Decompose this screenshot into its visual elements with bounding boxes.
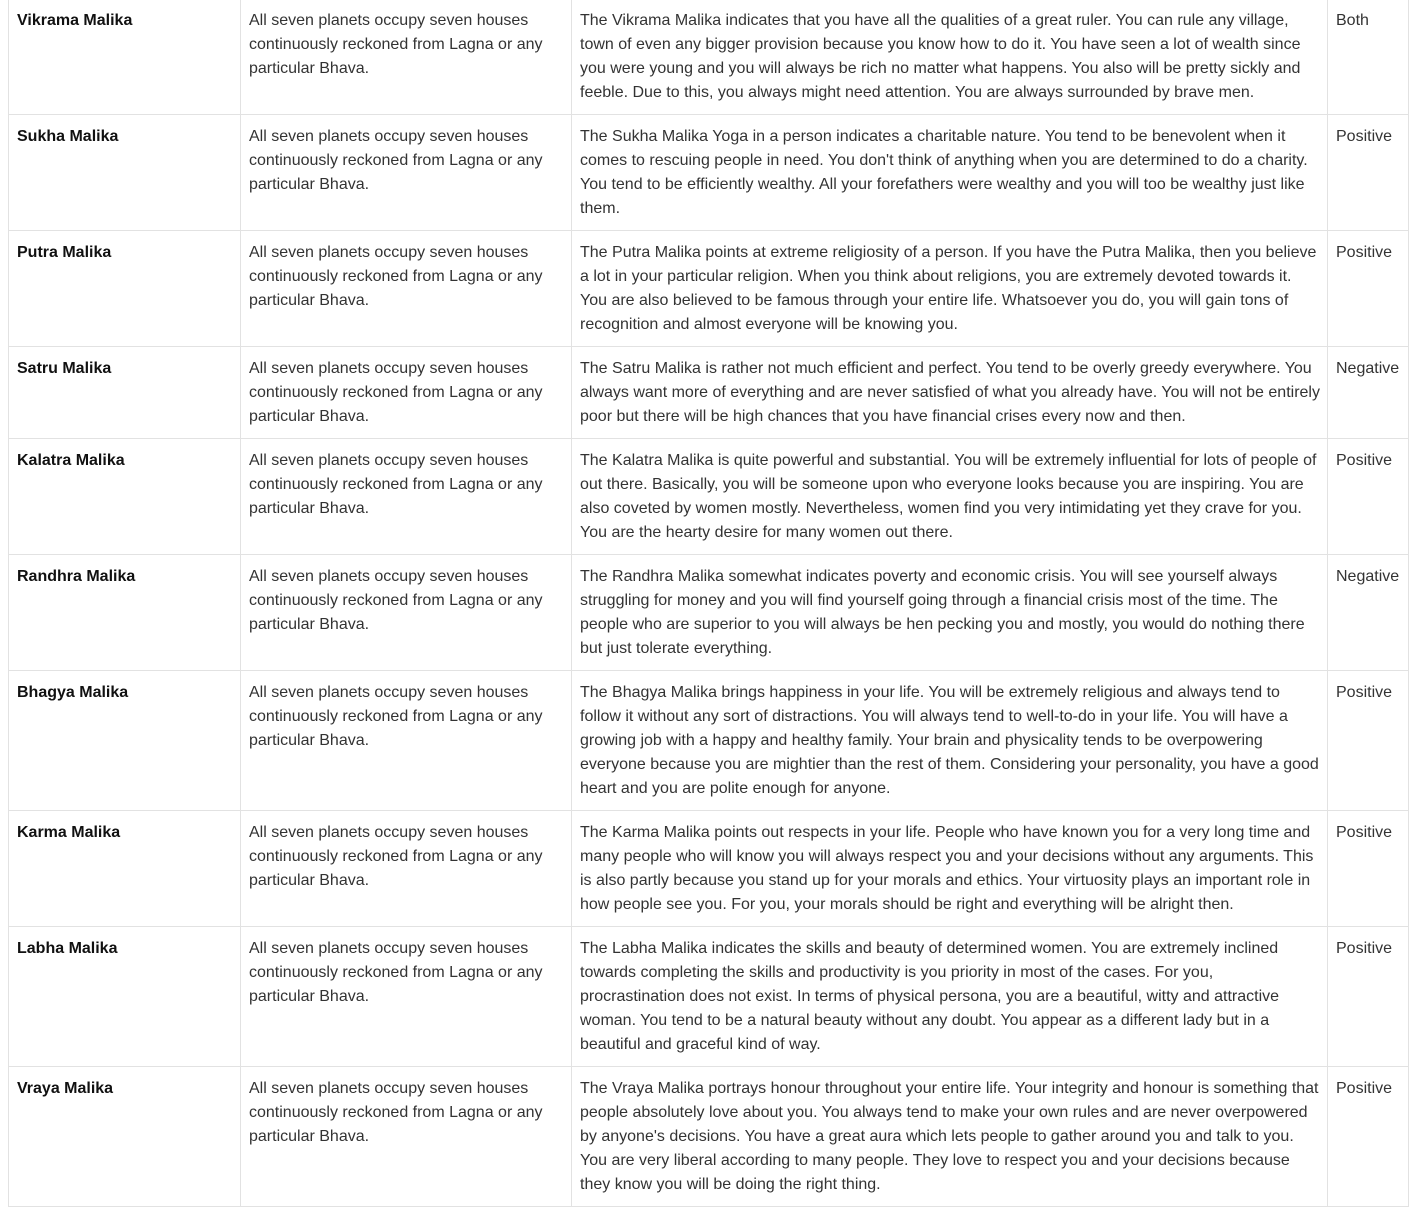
result-cell: The Putra Malika points at extreme religiosity of a person. If you have the Putra Malika, then you believe a lot in your particular religion. When you think about religions, you are extremely devoted towards it. You are also believed to be famous through your entire life. Whatsoever you do, you will gain tons of recognition and almost everyone will be knowing you.	[572, 231, 1328, 347]
result-cell: The Vraya Malika portrays honour throughout your entire life. Your integrity and honour is something that people absolutely love about you. You always tend to make your own rules and are never overpowered by anyone's decisions. You have a great aura which lets people to gather around you and talk to you. You are very liberal according to many people. They love to respect you and your decisions because they know you will be doing the right thing.	[572, 1067, 1328, 1207]
yoga-name-cell: Putra Malika	[9, 231, 241, 347]
nature-cell: Positive	[1328, 671, 1409, 811]
yoga-name-cell: Satru Malika	[9, 347, 241, 439]
yoga-name-cell: Labha Malika	[9, 927, 241, 1067]
table-row	[9, 555, 1409, 671]
yoga-name-cell: Bhagya Malika	[9, 671, 241, 811]
result-cell: The Bhagya Malika brings happiness in your life. You will be extremely religious and always tend to follow it without any sort of distractions. You will always tend to well-to-do in your life. You will have a growing job with a happy and healthy family. Your brain and physicality tends to be overpowering everyone because you are mightier than the rest of them. Considering your personality, you have a good heart and you are polite enough for anyone.	[572, 671, 1328, 811]
nature-cell: Positive	[1328, 115, 1409, 231]
result-cell: The Karma Malika points out respects in your life. People who have known you for a very long time and many people who will know you will always respect you and your decisions without any arguments. This is also partly because you stand up for your morals and ethics. Your virtuosity plays an important role in how people see you. For you, your morals should be right and everything will be alright then.	[572, 811, 1328, 927]
yoga-name-cell: Sukha Malika	[9, 115, 241, 231]
result-cell: The Vikrama Malika indicates that you have all the qualities of a great ruler. You can rule any village, town of even any bigger provision because you know how to do it. You have seen a lot of wealth since you were young and you will always be rich no matter what happens. You also will be pretty sickly and feeble. Due to this, you always might need attention. You are always surrounded by brave men.	[572, 0, 1328, 115]
nature-cell: Positive	[1328, 927, 1409, 1067]
malika-yoga-table	[8, 0, 1409, 1207]
condition-cell: All seven planets occupy seven houses continuously reckoned from Lagna or any particular Bhava.	[241, 555, 572, 671]
condition-cell: All seven planets occupy seven houses continuously reckoned from Lagna or any particular Bhava.	[241, 439, 572, 555]
condition-cell: All seven planets occupy seven houses continuously reckoned from Lagna or any particular Bhava.	[241, 347, 572, 439]
yoga-name-cell: Karma Malika	[9, 811, 241, 927]
condition-cell: All seven planets occupy seven houses continuously reckoned from Lagna or any particular Bhava.	[241, 671, 572, 811]
nature-cell: Positive	[1328, 811, 1409, 927]
table-row	[9, 0, 1409, 115]
nature-cell: Positive	[1328, 231, 1409, 347]
table-row	[9, 439, 1409, 555]
result-cell: The Satru Malika is rather not much efficient and perfect. You tend to be overly greedy everywhere. You always want more of everything and are never satisfied of what you already have. You will not be entirely poor but there will be high chances that you have financial crises every now and then.	[572, 347, 1328, 439]
yoga-name-cell: Randhra Malika	[9, 555, 241, 671]
nature-cell: Negative	[1328, 347, 1409, 439]
table-row	[9, 347, 1409, 439]
result-cell: The Labha Malika indicates the skills and beauty of determined women. You are extremely inclined towards completing the skills and productivity is you priority in most of the cases. For you, procrastination does not exist. In terms of physical persona, you are a beautiful, witty and attractive woman. You tend to be a natural beauty without any doubt. You appear as a different lady but in a beautiful and graceful kind of way.	[572, 927, 1328, 1067]
yoga-name-cell: Vikrama Malika	[9, 0, 241, 115]
nature-cell: Positive	[1328, 439, 1409, 555]
condition-cell: All seven planets occupy seven houses continuously reckoned from Lagna or any particular Bhava.	[241, 115, 572, 231]
nature-cell: Both	[1328, 0, 1409, 115]
condition-cell: All seven planets occupy seven houses continuously reckoned from Lagna or any particular Bhava.	[241, 811, 572, 927]
table-body	[9, 0, 1409, 1207]
table-row	[9, 115, 1409, 231]
condition-cell: All seven planets occupy seven houses continuously reckoned from Lagna or any particular Bhava.	[241, 1067, 572, 1207]
result-cell: The Sukha Malika Yoga in a person indicates a charitable nature. You tend to be benevolent when it comes to rescuing people in need. You don't think of anything when you are determined to do a charity. You tend to be efficiently wealthy. All your forefathers were wealthy and you will too be wealthy just like them.	[572, 115, 1328, 231]
condition-cell: All seven planets occupy seven houses continuously reckoned from Lagna or any particular Bhava.	[241, 927, 572, 1067]
table-row	[9, 231, 1409, 347]
table-row	[9, 671, 1409, 811]
table-row	[9, 927, 1409, 1067]
condition-cell: All seven planets occupy seven houses continuously reckoned from Lagna or any particular Bhava.	[241, 0, 572, 115]
table-row	[9, 1067, 1409, 1207]
yoga-name-cell: Vraya Malika	[9, 1067, 241, 1207]
yoga-name-cell: Kalatra Malika	[9, 439, 241, 555]
result-cell: The Kalatra Malika is quite powerful and substantial. You will be extremely influential for lots of people of out there. Basically, you will be someone upon who everyone looks because you are inspiring. You are also coveted by women mostly. Nevertheless, women find you very intimidating yet they crave for you. You are the hearty desire for many women out there.	[572, 439, 1328, 555]
nature-cell: Negative	[1328, 555, 1409, 671]
table-row	[9, 811, 1409, 927]
malika-yoga-table-container	[8, 0, 1409, 1207]
condition-cell: All seven planets occupy seven houses continuously reckoned from Lagna or any particular Bhava.	[241, 231, 572, 347]
result-cell: The Randhra Malika somewhat indicates poverty and economic crisis. You will see yourself always struggling for money and you will find yourself going through a financial crisis most of the time. The people who are superior to you will always be hen pecking you and mostly, you would do nothing there but just tolerate everything.	[572, 555, 1328, 671]
nature-cell: Positive	[1328, 1067, 1409, 1207]
